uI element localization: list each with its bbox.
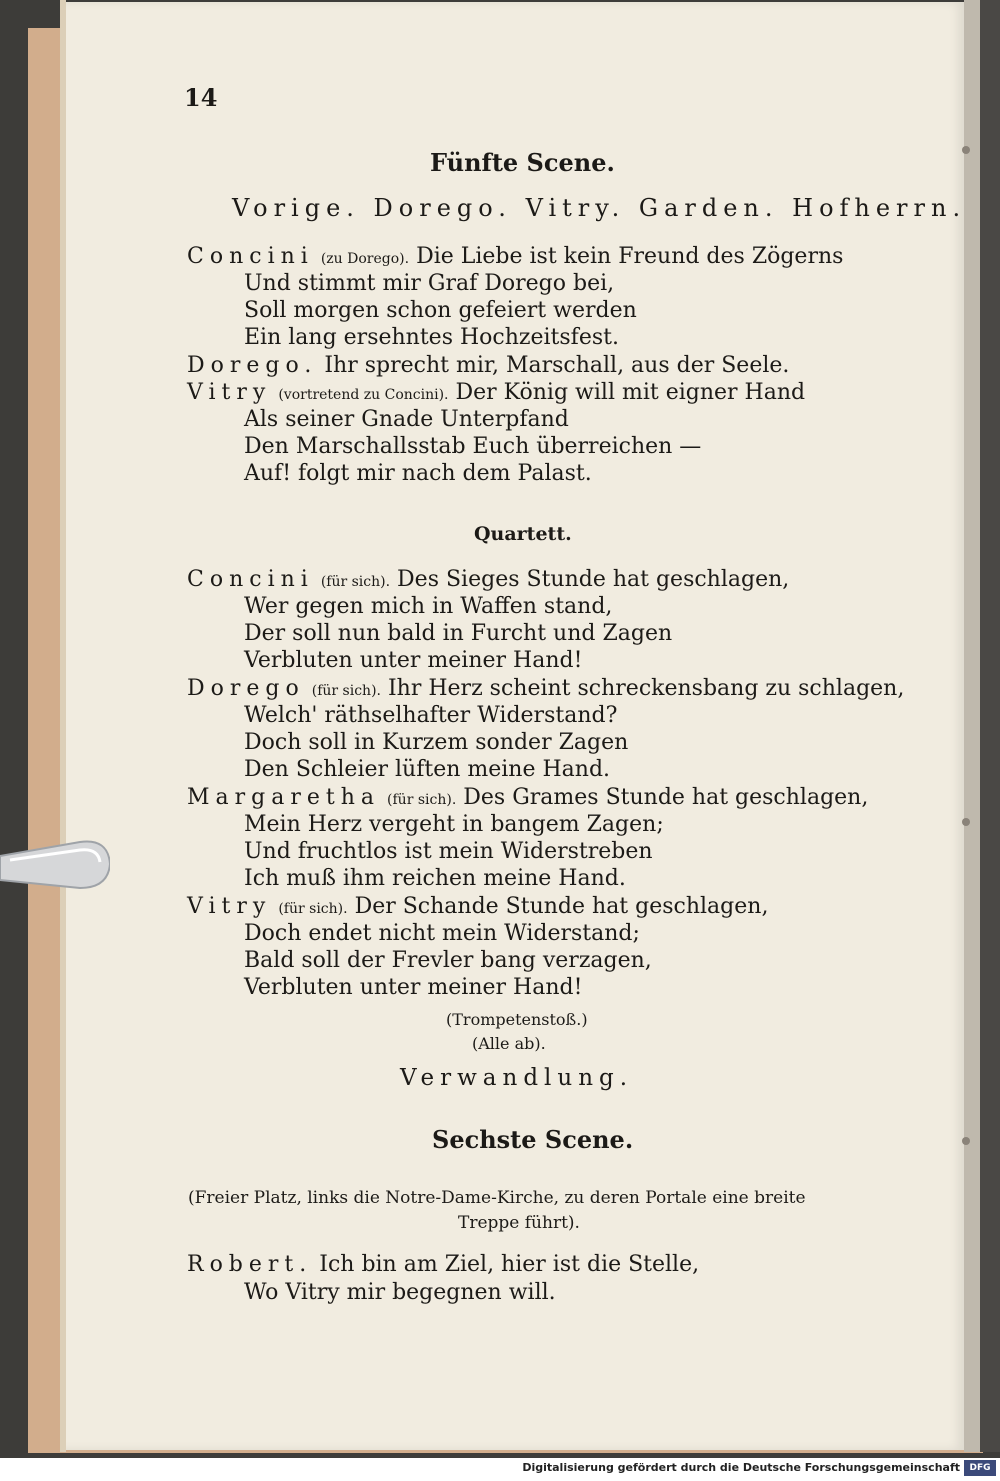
stage-direction: (Alle ab). — [472, 1034, 546, 1053]
glass-clip-icon — [0, 836, 110, 896]
line-text: Der Schande Stunde hat geschlagen, — [354, 894, 769, 919]
scanner-edge — [980, 0, 1000, 1452]
dialogue-line: Und stimmt mir Graf Dorego bei, — [244, 271, 615, 296]
dialogue-line — [187, 380, 805, 405]
dialogue-line: Wer gegen mich in Waffen stand, — [244, 594, 613, 619]
transformation-heading: Verwandlung. — [400, 1065, 634, 1091]
dialogue-line: Und fruchtlos ist mein Widerstreben — [244, 839, 653, 864]
speaker-name: Vitry — [187, 380, 272, 405]
dialogue-line: Ein lang ersehntes Hochzeitsfest. — [244, 325, 619, 350]
dialogue-line — [187, 785, 868, 810]
dialogue-line: Den Schleier lüften meine Hand. — [244, 757, 611, 782]
dialogue-line — [187, 676, 904, 701]
dialogue-line: Als seiner Gnade Unterpfand — [244, 407, 569, 432]
scene-cast: Vorige. Dorego. Vitry. Garden. Hofherrn. — [232, 194, 967, 222]
dialogue-line: Bald soll der Frevler bang verzagen, — [244, 948, 652, 973]
page-gutter — [964, 0, 980, 1452]
dialogue-line — [187, 894, 768, 919]
line-text: Des Sieges Stunde hat geschlagen, — [397, 567, 790, 592]
speaker-name: Margaretha — [187, 785, 381, 810]
funding-notice: Digitalisierung gefördert durch die Deutsche Forschungsgemeinschaft — [522, 1461, 960, 1474]
dialogue-line — [187, 244, 843, 269]
line-text: Der König will mit eigner Hand — [455, 380, 806, 405]
stage-direction: (für sich). — [278, 901, 348, 917]
section-title: Quartett. — [474, 523, 572, 545]
speaker-name: Concini — [187, 244, 314, 269]
stage-direction: (für sich). — [320, 574, 391, 590]
dialogue-line: Mein Herz vergeht in bangem Zagen; — [244, 812, 664, 837]
dialogue-line: Wo Vitry mir begegnen will. — [244, 1280, 556, 1305]
dialogue-line — [187, 567, 789, 592]
line-text: Des Grames Stunde hat geschlagen, — [463, 785, 869, 810]
binding-pin — [962, 818, 970, 826]
stage-direction: (vortretend zu Concini). — [278, 387, 449, 403]
binding-pin — [962, 1137, 970, 1145]
dialogue-line: Den Marschallsstab Euch überreichen — — [244, 434, 702, 459]
dialogue-line: Verbluten unter meiner Hand! — [244, 648, 583, 673]
speaker-name: Dorego. — [187, 353, 318, 378]
dfg-logo: DFG — [964, 1460, 996, 1476]
speaker-name: Dorego — [187, 676, 305, 701]
dialogue-line — [187, 1252, 699, 1277]
dialogue-line: Auf! folgt mir nach dem Palast. — [244, 461, 592, 486]
binding-pin — [962, 146, 970, 154]
dialogue-line: Verbluten unter meiner Hand! — [244, 975, 583, 1000]
scene-description: Treppe führt). — [458, 1213, 580, 1233]
dialogue-line: Welch' räthselhafter Widerstand? — [244, 703, 618, 728]
dialogue-line: Soll morgen schon gefeiert werden — [244, 298, 637, 323]
dialogue-line: Doch soll in Kurzem sonder Zagen — [244, 730, 629, 755]
stage-direction: (zu Dorego). — [320, 251, 410, 267]
speaker-name: Robert. — [187, 1252, 313, 1277]
scene-description: (Freier Platz, links die Notre-Dame-Kirche, zu deren Portale eine breite — [188, 1188, 806, 1208]
speaker-name: Concini — [187, 567, 314, 592]
line-text: Ich bin am Ziel, hier ist die Stelle, — [319, 1252, 700, 1277]
stage-direction: (Trompetenstoß.) — [446, 1010, 588, 1029]
stage-direction: (für sich). — [387, 792, 457, 808]
speaker-name: Vitry — [187, 894, 272, 919]
line-text: Ihr Herz scheint schreckensbang zu schlagen, — [387, 676, 905, 701]
scene-title: Fünfte Scene. — [430, 148, 615, 177]
scene-title: Sechste Scene. — [432, 1125, 634, 1154]
dialogue-line: Der soll nun bald in Furcht und Zagen — [244, 621, 673, 646]
page-number: 14 — [184, 83, 218, 112]
line-text: Die Liebe ist kein Freund des Zögerns — [416, 244, 844, 269]
dialogue-line — [187, 353, 789, 378]
page-edge — [60, 0, 66, 1452]
dialogue-line: Doch endet nicht mein Widerstand; — [244, 921, 640, 946]
stage-direction: (für sich). — [311, 683, 381, 699]
line-text: Ihr sprecht mir, Marschall, aus der Seele. — [324, 353, 790, 378]
dialogue-line: Ich muß ihm reichen meine Hand. — [244, 866, 626, 891]
